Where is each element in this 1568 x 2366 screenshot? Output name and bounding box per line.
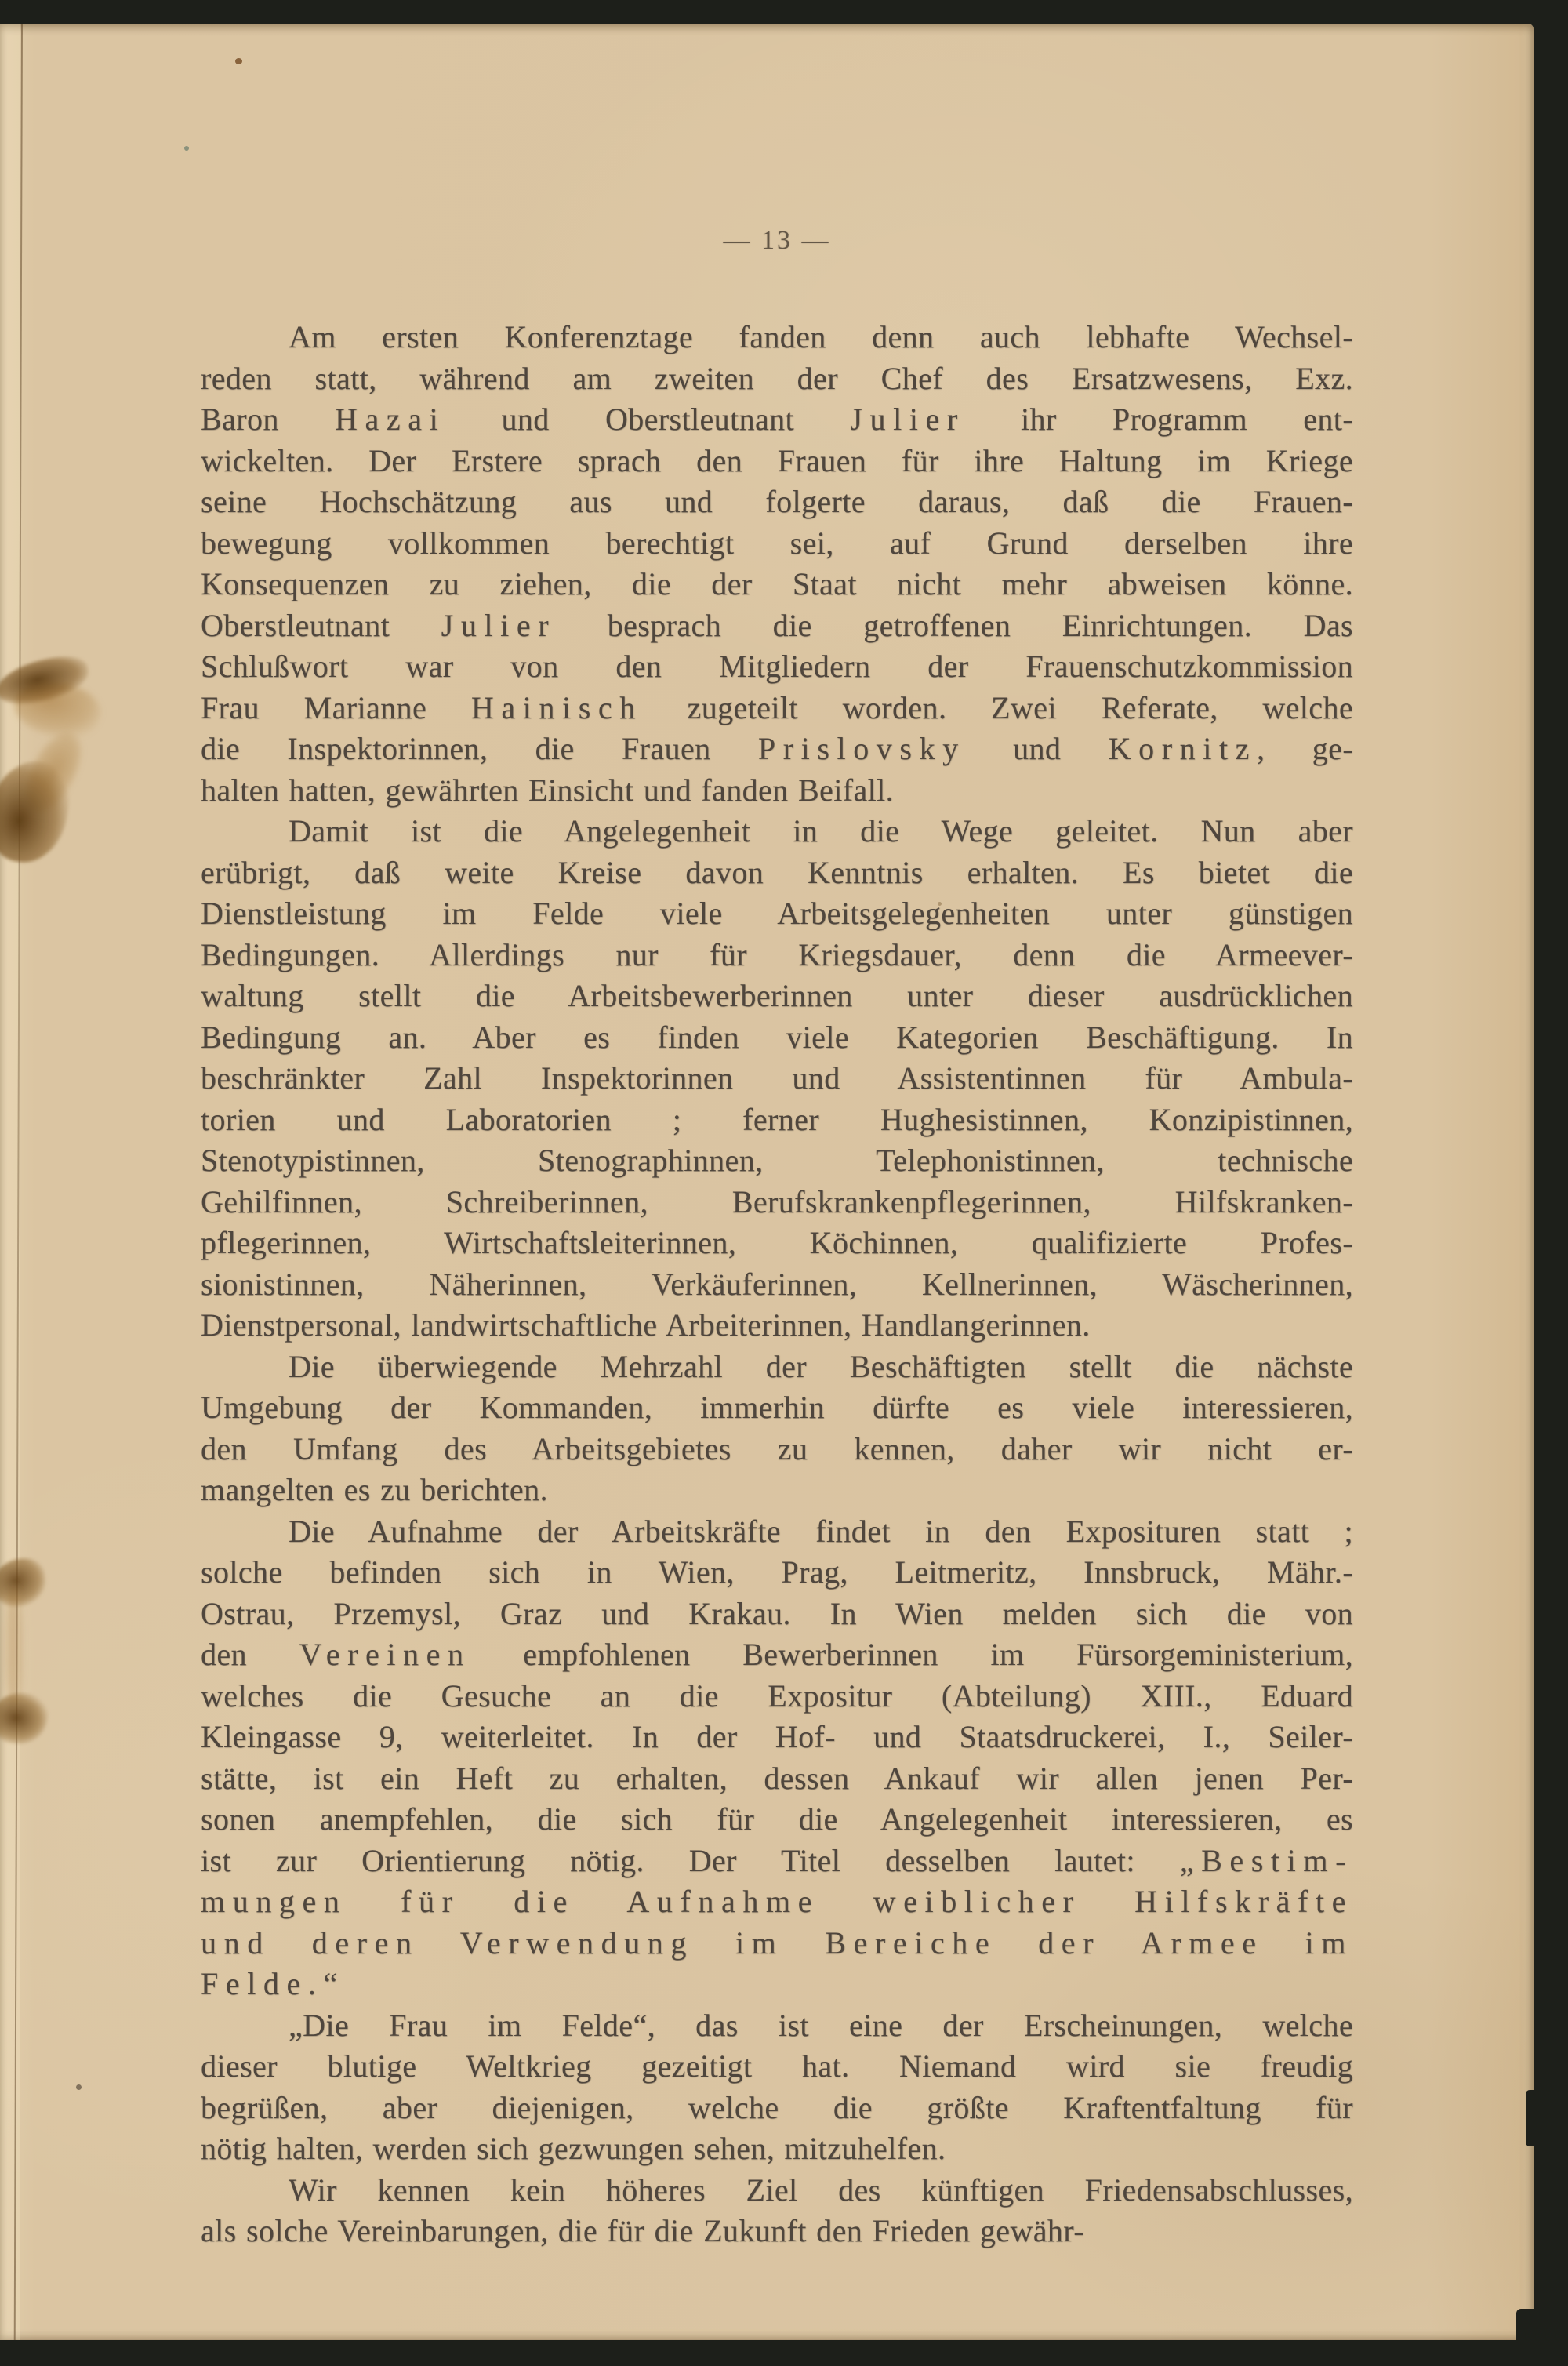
letterspaced-text: Kornitz <box>1108 731 1258 766</box>
text-line <box>201 1511 1353 1553</box>
body-text: Frau Marianne <box>201 689 471 725</box>
letterspaced-text: mungen für die Aufnahme weiblicher Hilfskräfte <box>201 1884 1353 1919</box>
body-text: Umgebung der Kommanden, immerhin dürfte es viele interessieren, <box>201 1390 1353 1425</box>
body-text: Konsequenzen zu ziehen, die der Staat nicht mehr abweisen könne. <box>201 566 1353 601</box>
letterspaced-text: und deren Verwendung im Bereiche der Armee im <box>201 1924 1353 1961</box>
body-text: Stenotypistinnen, Stenographinnen, Telephonistinnen, technische <box>201 1143 1353 1178</box>
text-line <box>201 770 1353 812</box>
body-text: reden statt, während am zweiten der Chef des Ersatzwesens, Exz. <box>201 360 1353 396</box>
body-text: ist zur Orientierung nötig. Der Titel desselben lautet: <box>201 1842 1180 1878</box>
text-line <box>201 811 1353 852</box>
body-text: nötig halten, werden sich gezwungen sehen, mitzuhelfen. <box>201 2131 946 2166</box>
body-text: ihr Programm ent- <box>964 402 1353 437</box>
body-text: bewegung vollkommen berechtigt sei, auf Grund derselben ihre <box>201 525 1353 561</box>
text-line <box>201 1470 1353 1511</box>
text-line <box>201 523 1353 565</box>
body-text: und <box>965 731 1109 766</box>
text-block <box>201 317 1353 2252</box>
paper-speck <box>235 58 242 64</box>
text-line <box>201 1387 1353 1429</box>
body-text: Kleingasse 9, weiterleitet. In der Hof- und Staatsdruckerei, I., Seiler- <box>201 1719 1353 1754</box>
text-line <box>201 441 1353 482</box>
text-line <box>201 1182 1353 1223</box>
body-text: Am ersten Konferenztage fanden denn auch lebhafte Wechsel- <box>289 319 1353 354</box>
body-text: beschränkter Zahl Inspektorinnen und Assistentinnen für Ambula- <box>201 1060 1353 1096</box>
text-line <box>201 2088 1353 2129</box>
letterspaced-text: Prislovsky <box>757 731 966 766</box>
text-line <box>201 482 1353 523</box>
page-number: — 13 — <box>723 226 831 255</box>
letterspaced-text: Hazai <box>335 402 446 437</box>
body-text: wickelten. Der Erstere sprach den Frauen für ihre Haltung im Kriege <box>201 442 1353 478</box>
text-line <box>201 2005 1353 2047</box>
ink-stain-streak <box>6 1588 20 1706</box>
body-text: Schlußwort war von den Mitgliedern der Frauenschutzkommission <box>201 649 1353 684</box>
text-line <box>201 605 1353 647</box>
body-text: pflegerinnen, Wirtschaftsleiterinnen, Köchinnen, qualifizierte Profes- <box>201 1225 1353 1260</box>
body-text: halten hatten, gewährten Einsicht und fanden Beifall. <box>201 772 895 808</box>
text-line <box>201 1305 1353 1347</box>
body-text: Gehilfinnen, Schreiberinnen, Berufskrankenpflegerinnen, Hilfskranken- <box>201 1183 1353 1219</box>
text-line <box>201 2128 1353 2170</box>
text-line <box>201 2211 1353 2252</box>
text-line <box>201 2046 1353 2088</box>
text-line <box>201 1676 1353 1717</box>
text-line <box>201 729 1353 770</box>
body-text: Dienstleistung im Felde viele Arbeitsgelegenheiten unter günstigen <box>201 896 1353 931</box>
text-line <box>201 646 1353 688</box>
ink-stain <box>0 1688 51 1749</box>
body-text: dieser blutige Weltkrieg gezeitigt hat. Niemand wird sie freudig <box>201 2048 1353 2084</box>
text-line <box>201 358 1353 400</box>
text-line <box>201 1594 1353 1635</box>
body-text: „Die Frau im Felde“, das ist eine der Erscheinungen, welche <box>289 2007 1353 2043</box>
body-text: als solche Vereinbarungen, die für die Zukunft den Frieden gewähr- <box>201 2213 1084 2248</box>
page-edge-notch <box>1526 2090 1534 2146</box>
paper-speck <box>184 146 189 151</box>
body-text: solche befinden sich in Wien, Prag, Leitmeritz, Innsbruck, Mähr.- <box>201 1554 1353 1590</box>
page-sheet <box>0 24 1534 2340</box>
text-line <box>201 1017 1353 1059</box>
text-line <box>201 893 1353 935</box>
body-text: sionistinnen, Näherinnen, Verkäuferinnen, Kellnerinnen, Wäscherinnen, <box>201 1266 1353 1302</box>
text-line <box>201 1552 1353 1594</box>
letterspaced-text: Julier <box>441 607 557 643</box>
letterspaced-text: Felde.“ <box>201 1966 345 2001</box>
letterspaced-text: Julier <box>850 402 965 437</box>
body-text: und Oberstleutnant <box>445 402 851 437</box>
body-text: Bedingung an. Aber es finden viele Kategorien Beschäftigung. In <box>201 1019 1353 1055</box>
body-text: den <box>201 1637 299 1672</box>
letterspaced-text: Hainisch <box>470 689 643 725</box>
body-text: Ostrau, Przemysl, Graz und Krakau. In Wien melden sich die von <box>201 1595 1353 1631</box>
text-line <box>201 1881 1353 1923</box>
text-line <box>201 2170 1353 2212</box>
body-text: begrüßen, aber diejenigen, welche die größte Kraftentfaltung für <box>201 2089 1353 2125</box>
text-line <box>201 852 1353 894</box>
body-text: Damit ist die Angelegenheit in die Wege geleitet. Nun aber <box>289 813 1353 849</box>
text-line <box>201 1841 1353 1882</box>
text-line <box>201 1058 1353 1099</box>
text-line <box>201 1264 1353 1306</box>
text-line <box>201 976 1353 1017</box>
text-line <box>201 399 1353 441</box>
body-text: Die überwiegende Mehrzahl der Beschäftigten stellt die nächste <box>289 1348 1353 1384</box>
body-text: Baron <box>201 402 335 437</box>
text-line <box>201 1799 1353 1841</box>
body-text: Bedingungen. Allerdings nur für Kriegsdauer, denn die Armeever- <box>201 936 1353 972</box>
body-text: Wir kennen kein höheres Ziel des künftigen Friedensabschlusses, <box>289 2172 1353 2208</box>
body-text: Dienstpersonal, landwirtschaftliche Arbeiterinnen, Handlangerinnen. <box>201 1307 1091 1343</box>
body-text: stätte, ist ein Heft zu erhalten, dessen Ankauf wir allen jenen Per- <box>201 1760 1353 1796</box>
body-text: Die Aufnahme der Arbeitskräfte findet in den Exposituren statt ; <box>289 1513 1353 1549</box>
body-text: mangelten es zu berichten. <box>201 1472 548 1507</box>
body-text: erübrigt, daß weite Kreise davon Kenntnis erhalten. Es bietet die <box>201 854 1353 890</box>
body-text: die Inspektorinnen, die Frauen <box>201 731 758 766</box>
paper-speck <box>76 2084 82 2090</box>
text-line <box>201 317 1353 358</box>
body-text: zugeteilt worden. Zwei Referate, welche <box>642 689 1353 725</box>
text-line <box>201 1099 1353 1141</box>
body-text: Oberstleutnant <box>201 607 441 643</box>
text-line <box>201 1923 1353 1964</box>
body-text: welches die Gesuche an die Expositur (Abteilung) XIII., Eduard <box>201 1677 1353 1714</box>
body-text: sonen anempfehlen, die sich für die Angelegenheit interessieren, es <box>201 1801 1353 1837</box>
body-text: waltung stellt die Arbeitsbewerberinnen unter dieser ausdrücklichen <box>201 978 1353 1013</box>
text-line <box>201 1429 1353 1470</box>
text-line <box>201 1717 1353 1758</box>
body-text: empfohlenen Bewerberinnen im Fürsorgeministerium, <box>470 1637 1353 1672</box>
body-text: torien und Laboratorien ; ferner Hughesistinnen, Konzipistinnen, <box>201 1101 1353 1137</box>
text-line <box>201 1347 1353 1388</box>
text-line <box>201 1223 1353 1264</box>
text-line <box>201 1140 1353 1182</box>
text-line <box>201 1964 1353 2005</box>
text-line <box>201 1634 1353 1676</box>
page-edge-notch <box>1516 2309 1534 2340</box>
text-line <box>201 688 1353 729</box>
text-line <box>201 564 1353 605</box>
letterspaced-text: „Bestim- <box>1179 1842 1353 1878</box>
text-line <box>201 935 1353 976</box>
body-text: seine Hochschätzung aus und folgerte daraus, daß die Frauen- <box>201 484 1353 519</box>
letterspaced-text: Vereinen <box>299 1637 471 1672</box>
text-line <box>201 1758 1353 1800</box>
body-text: den Umfang des Arbeitsgebietes zu kennen, daher wir nicht er- <box>201 1430 1353 1466</box>
body-text: , ge- <box>1257 731 1354 766</box>
body-text: besprach die getroffenen Einrichtungen. Das <box>556 607 1353 643</box>
